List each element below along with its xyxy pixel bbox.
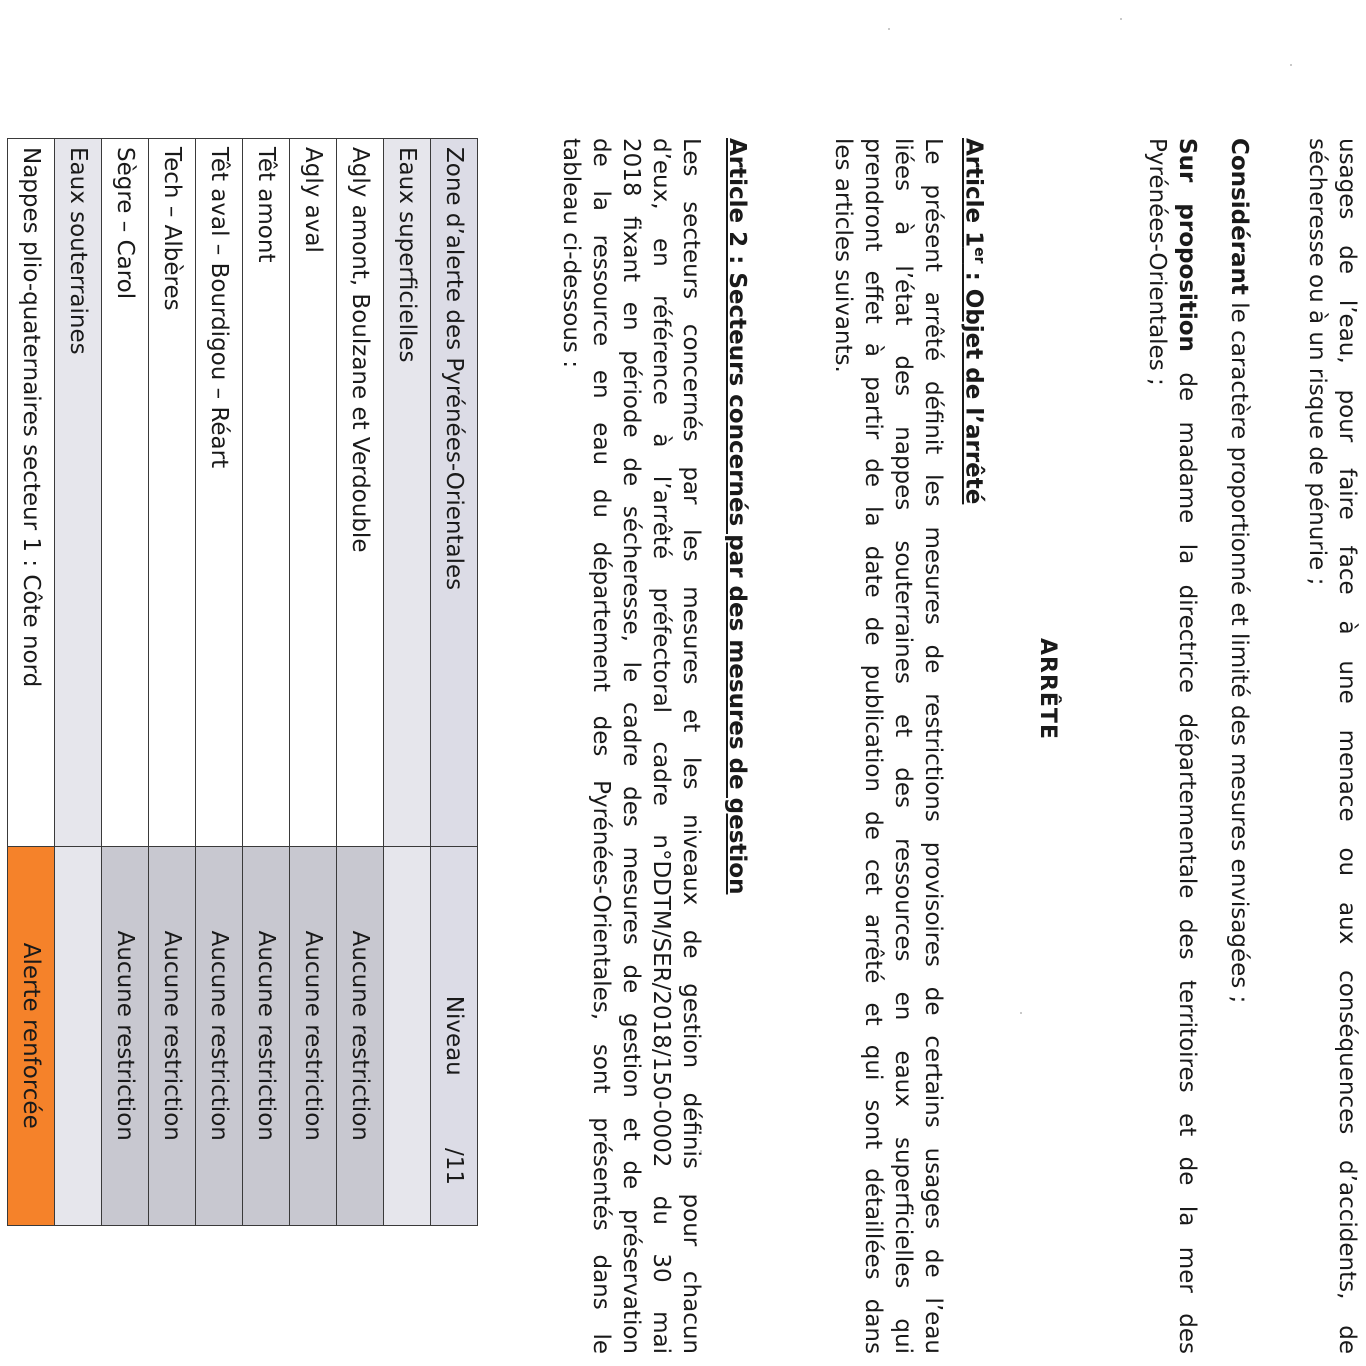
niveau-cell: Aucune restriction bbox=[290, 846, 337, 1226]
table-row bbox=[337, 139, 384, 1226]
group-row-souterraines bbox=[55, 139, 102, 1226]
group-row-superficielles bbox=[384, 139, 431, 1226]
group-empty-cell bbox=[384, 846, 431, 1226]
header-zone: Zone d’alerte des Pyrénées-Orientales bbox=[431, 139, 478, 847]
article2-line: de la ressource en eau du département des Pyrénées-Orientales, sont présentés dans le bbox=[588, 138, 614, 1354]
table-row bbox=[196, 139, 243, 1226]
zone-cell: Agly aval bbox=[290, 139, 337, 847]
zone-cell: Têt aval – Bourdigou – Réart bbox=[196, 139, 243, 847]
niveau-cell-alert: Alerte renforcée bbox=[8, 846, 55, 1226]
header-niveau: Niveau bbox=[441, 995, 467, 1076]
article1-heading bbox=[958, 138, 994, 504]
article1-heading-sup: er bbox=[971, 247, 987, 264]
considerant-bold: Considérant bbox=[1226, 138, 1252, 295]
article2-line: d’eux, en référence à l’arrêté préfectoral cadre n°DDTM/SER/2018/150-0002 du 30 mai bbox=[648, 138, 674, 1354]
niveau-cell: Aucune restriction bbox=[196, 846, 243, 1226]
group-empty-cell bbox=[55, 846, 102, 1226]
proposition-line-2: Pyrénées-Orientales ; bbox=[1144, 138, 1170, 386]
table-row bbox=[290, 139, 337, 1226]
zone-cell: Agly amont, Boulzane et Verdouble bbox=[337, 139, 384, 847]
article2-heading: Article 2 : Secteurs concernés par des mesures de gestion bbox=[724, 138, 750, 895]
table-row bbox=[149, 139, 196, 1226]
article2-line: tableau ci-dessous : bbox=[558, 138, 584, 368]
article1-line: Le présent arrêté définit les mesures de restrictions provisoires de certains usages de l’eau bbox=[920, 138, 946, 1354]
niveau-cell: Aucune restriction bbox=[337, 846, 384, 1226]
zone-cell: Sègre – Carol bbox=[102, 139, 149, 847]
article1-line: liées à l’état des nappes souterraines et des ressources en eaux superficielles qui bbox=[890, 138, 916, 1354]
proposition-paragraph bbox=[1142, 138, 1202, 1354]
table-row bbox=[8, 139, 55, 1226]
article1-heading-pre: Article 1 bbox=[960, 138, 987, 248]
group-label: Eaux superficielles bbox=[384, 139, 431, 847]
considerant-text: le caractère proportionné et limité des mesures envisagées ; bbox=[1226, 294, 1252, 1004]
article1-line: prendront effet à partir de la date de publication de cet arrêté et qui sont détaillées dans bbox=[860, 138, 886, 1354]
intro-paragraph bbox=[1302, 138, 1362, 1354]
zone-cell: Tech – Albères bbox=[149, 139, 196, 847]
niveau-cell: Aucune restriction bbox=[149, 846, 196, 1226]
zone-cell: Nappes plio-quaternaires secteur 1 : Côte nord bbox=[8, 139, 55, 847]
group-label: Eaux souterraines bbox=[55, 139, 102, 847]
header-niveau-cell bbox=[431, 846, 478, 1226]
considerant-paragraph bbox=[1224, 138, 1254, 1354]
table-row bbox=[102, 139, 149, 1226]
article1-heading-post: : Objet de l’arrêté bbox=[960, 263, 987, 505]
zone-cell: Têt amont bbox=[243, 139, 290, 847]
article2-paragraph bbox=[556, 138, 706, 1354]
page-marker: /11 bbox=[441, 1147, 467, 1185]
table-header-row bbox=[431, 139, 478, 1226]
article1-line: les articles suivants. bbox=[830, 138, 856, 373]
article1-paragraph bbox=[828, 138, 948, 1354]
proposition-bold: Sur proposition bbox=[1174, 138, 1200, 352]
article2-line: Les secteurs concernés par les mesures et les niveaux de gestion définis pour chacun bbox=[678, 138, 704, 1354]
zones-table bbox=[7, 138, 478, 1226]
article2-line: 2018 fixant en période de sécheresse, le cadre des mesures de gestion et de préservation bbox=[618, 138, 644, 1354]
proposition-text: de madame la directrice départementale des territoires et de la mer des bbox=[1174, 351, 1200, 1354]
intro-line-2: sécheresse ou à un risque de pénurie ; bbox=[1304, 138, 1330, 586]
arrete-title: ARRÊTE bbox=[1035, 638, 1060, 740]
table-row bbox=[243, 139, 290, 1226]
niveau-cell: Aucune restriction bbox=[102, 846, 149, 1226]
niveau-cell: Aucune restriction bbox=[243, 846, 290, 1226]
intro-line-1: usages de l’eau, pour faire face à une menace ou aux conséquences d’accidents, de bbox=[1334, 138, 1360, 1354]
